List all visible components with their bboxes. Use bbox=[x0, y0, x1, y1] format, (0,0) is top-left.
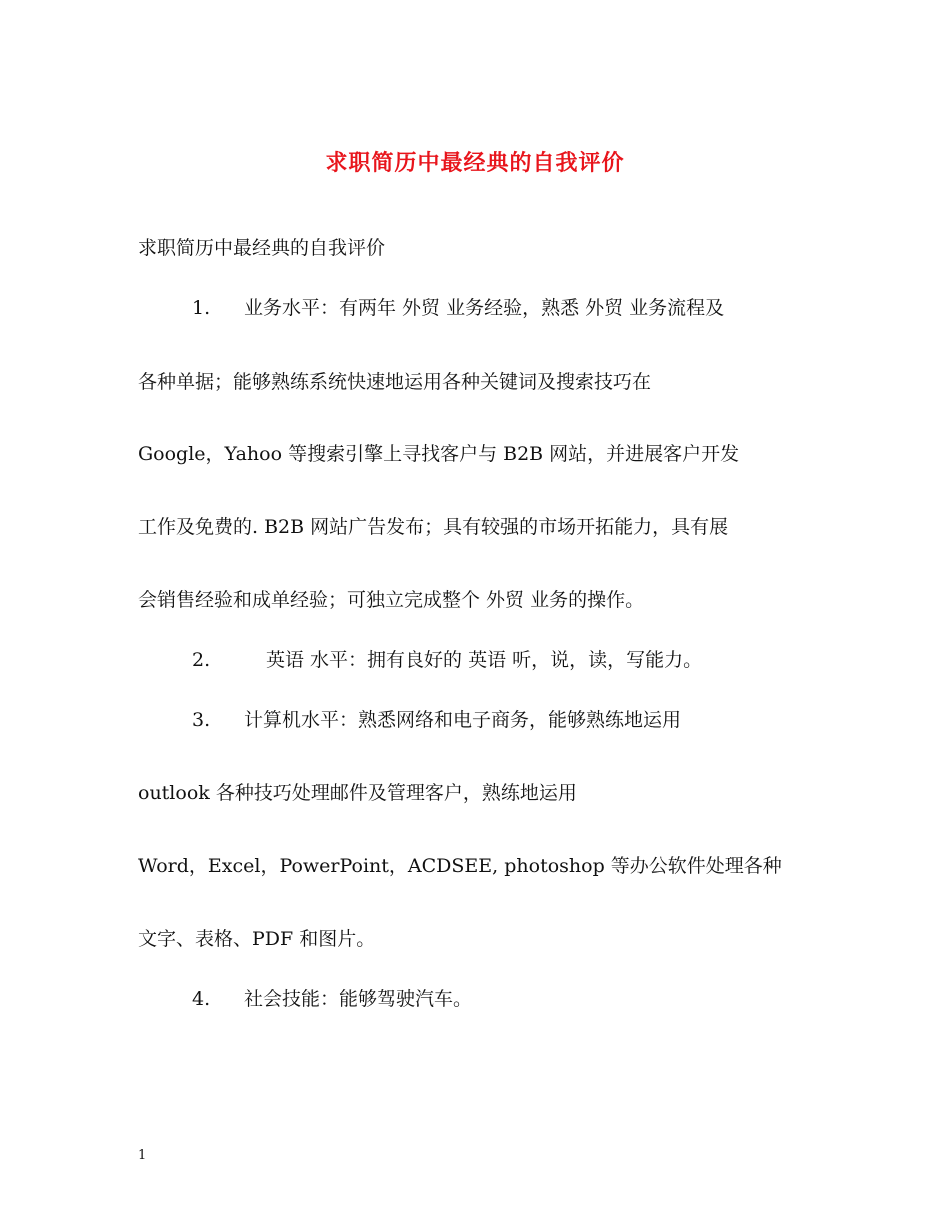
list-item-3-line-2: outlook 各种技巧处理邮件及管理客户，熟练地运用 bbox=[138, 782, 577, 804]
list-item-1-line-1: 业务水平：有两年 外贸 业务经验，熟悉 外贸 业务流程及 bbox=[244, 297, 725, 319]
list-item-1-line-4: 工作及免费的. B2B 网站广告发布；具有较强的市场开拓能力，具有展 bbox=[138, 516, 729, 538]
list-item-4-number: 4. bbox=[192, 988, 211, 1010]
list-item-2-line-1: 英语 水平：拥有良好的 英语 听，说，读，写能力。 bbox=[266, 649, 703, 671]
list-item-3-first-line bbox=[192, 708, 681, 732]
list-item-2-number: 2. bbox=[192, 649, 211, 671]
list-item-1-number: 1. bbox=[192, 297, 211, 319]
list-item-2-first-line bbox=[192, 648, 702, 672]
list-item-3-line-1: 计算机水平：熟悉网络和电子商务，能够熟练地运用 bbox=[244, 709, 682, 731]
list-item-1-line-2: 各种单据；能够熟练系统快速地运用各种关键词及搜索技巧在 bbox=[138, 371, 652, 393]
list-item-3-line-4: 文字、表格、PDF 和图片。 bbox=[138, 928, 376, 950]
list-item-4-first-line bbox=[192, 987, 472, 1011]
list-item-1-first-line bbox=[192, 296, 724, 320]
document-title: 求职简历中最经典的自我评价 bbox=[325, 150, 625, 176]
list-item-1-line-3: Google，Yahoo 等搜索引擎上寻找客户与 B2B 网站，并进展客户开发 bbox=[138, 443, 740, 465]
list-item-3-number: 3. bbox=[192, 709, 211, 731]
document-subtitle: 求职简历中最经典的自我评价 bbox=[138, 237, 386, 259]
list-item-1-line-5: 会销售经验和成单经验；可独立完成整个 外贸 业务的操作。 bbox=[138, 589, 645, 611]
page-number: 1 bbox=[138, 1148, 147, 1163]
list-item-3-line-3: Word，Excel，PowerPoint，ACDSEE, photoshop 等办公软件处理各种 bbox=[138, 855, 782, 877]
list-item-4-line-1: 社会技能：能够驾驶汽车。 bbox=[244, 988, 473, 1010]
